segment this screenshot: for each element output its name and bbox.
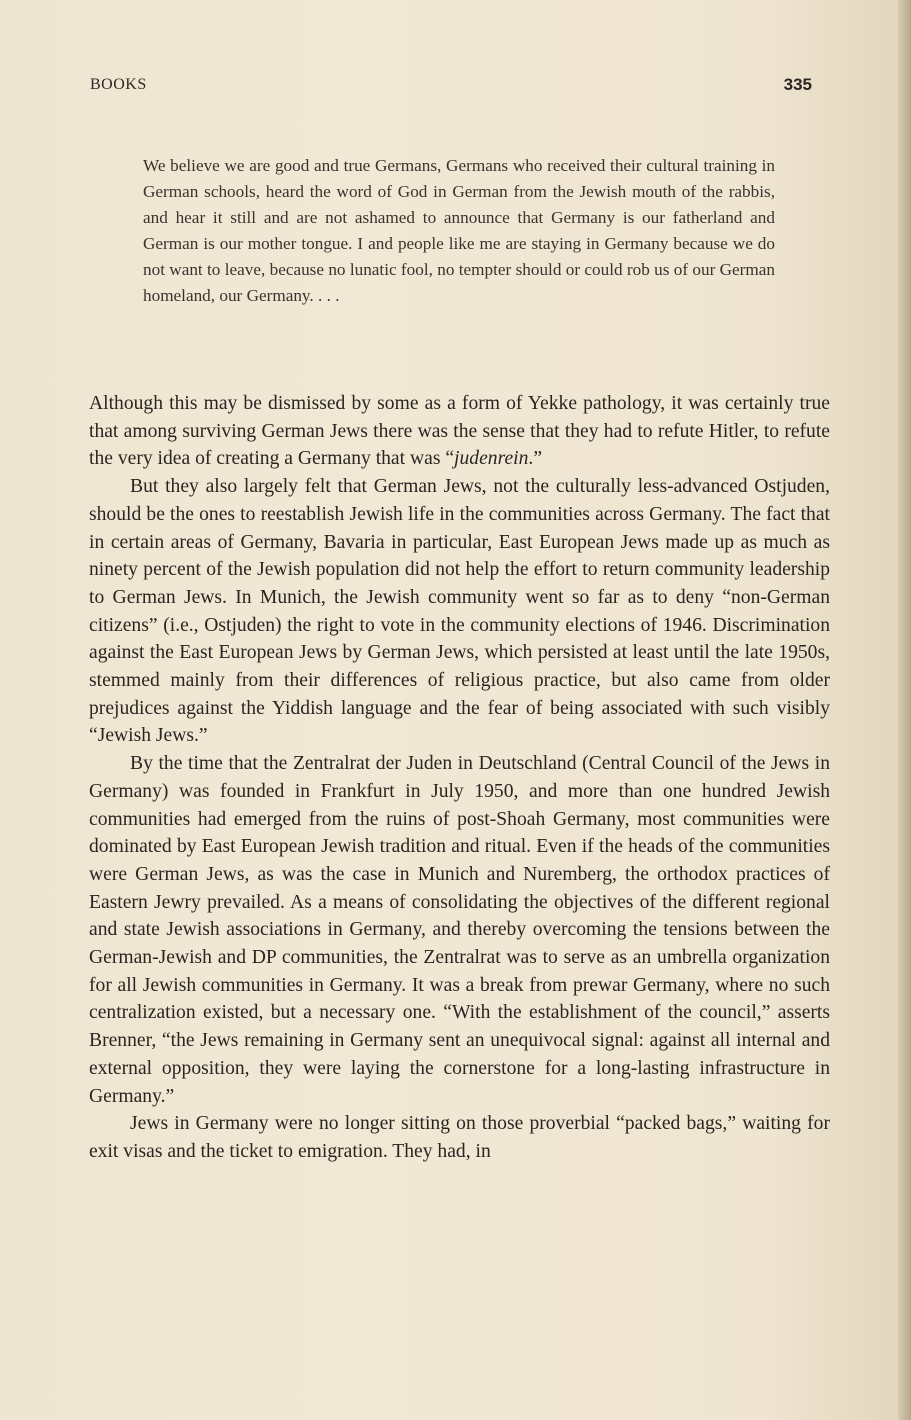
italic-term: judenrein [454, 448, 529, 470]
paragraph-1 [89, 390, 830, 473]
paragraph-1-text: Although this may be dismissed by some as a form of Yekke pathology, it was certainly true that among surviving German Jews there was the sense that they had to refute Hitler, to refute the very idea of creating a Germany that was “ [89, 393, 830, 470]
running-head [90, 76, 812, 98]
block-quote: We believe we are good and true Germans, Germans who received their cultural training in German schools, heard the word of God in German from the Jewish mouth of the rabbis, and hear it still and are not ashamed to announce that Germany is our fatherland and German is our mother tongue. I and people like me are staying in Germany because we do not want to leave, because no lunatic fool, no tempter should or could rob us of our German homeland, our Germany. . . . [143, 156, 775, 306]
paragraph-2: But they also largely felt that German Jews, not the culturally less-advanced Ostjuden, should be the ones to reestablish Jewish life in the communities across Germany. The fact that in certain areas of Germany, Bavaria in particular, East European Jews made up as much as ninety percent of the Jewish population did not help the effort to return community leadership to German Jews. In Munich, the Jewish community went so far as to deny “non-German citizens” (i.e., Ostjuden) the right to vote in the community elections of 1946. Discrimination against the East European Jews by German Jews, which persisted at least until the late 1950s, stemmed mainly from their differences of religious practice, but also came from older prejudices against the Yiddish language and the fear of being associated with such visibly “Jewish Jews.” [89, 476, 830, 747]
paragraph-3: By the time that the Zentralrat der Juden in Deutschland (Central Council of the Jews in Germany) was founded in Frankfurt in July 1950, and more than one hundred Jewish communities had emerged from the ruins of post-Shoah Germany, most communities were dominated by East European Jewish tradition and ritual. Even if the heads of the communities were German Jews, as was the case in Munich and Nuremberg, the orthodox practices of Eastern Jewry prevailed. As a means of consolidating the objectives of the different regional and state Jewish associations in Germany, and thereby overcoming the tensions between the German-Jewish and DP communities, the Zentralrat was to serve as an umbrella organization for all Jewish communities in Germany. It was a break from prewar Germany, where no such centralization existed, but a necessary one. “With the establishment of the council,” asserts Brenner, “the Jews remaining in Germany sent an unequivocal signal: against all internal and external opposition, they were laying the cornerstone for a long-lasting infrastructure in Germany.” [89, 753, 830, 1107]
section-label: BOOKS [90, 76, 147, 93]
paragraph-4: Jews in Germany were no longer sitting on those proverbial “packed bags,” waiting for exit visas and the ticket to emigration. They had, in [89, 1113, 830, 1162]
page-number: 335 [783, 75, 812, 94]
paragraph-1-end: .” [528, 448, 543, 470]
body-text [89, 390, 830, 1166]
page-edge-shadow [898, 0, 911, 1420]
